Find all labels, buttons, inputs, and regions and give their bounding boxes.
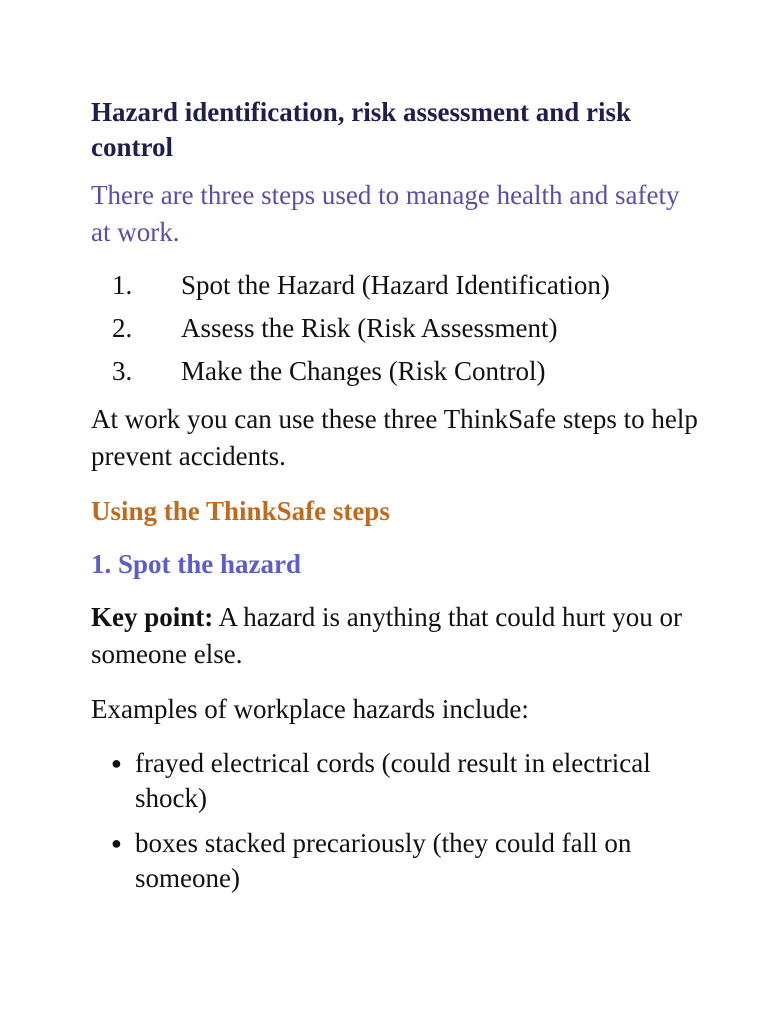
step-item <box>91 350 698 393</box>
step-item <box>91 264 698 307</box>
bullet-icon: ● <box>111 833 122 853</box>
example-text: boxes stacked precariously (they could fall on someone) <box>135 828 632 893</box>
step-text: Spot the Hazard (Hazard Identification) <box>181 270 610 300</box>
document-title: Hazard identification, risk assessment and risk control <box>91 97 632 162</box>
step-number: 3. <box>112 356 133 386</box>
steps-list <box>91 264 698 393</box>
step-item <box>91 307 698 350</box>
examples-intro: Examples of workplace hazards include: <box>91 694 529 724</box>
list-item <box>91 746 698 816</box>
intro-text: There are three steps used to manage health and safety at work. <box>91 180 680 247</box>
step-text: Make the Changes (Risk Control) <box>181 356 546 386</box>
key-point-label: Key point: <box>91 602 214 632</box>
step-number: 2. <box>112 313 133 343</box>
bullet-icon: ● <box>111 753 122 773</box>
step-text: Assess the Risk (Risk Assessment) <box>181 313 558 343</box>
key-point-text: A hazard is anything that could hurt you or someone else. <box>91 602 682 669</box>
examples-list <box>91 746 698 896</box>
section-heading: Using the ThinkSafe steps <box>91 496 390 526</box>
key-point <box>91 599 698 673</box>
after-steps-text: At work you can use these three ThinkSafe steps to help prevent accidents. <box>91 404 698 471</box>
subsection-heading: 1. Spot the hazard <box>91 549 302 579</box>
step-number: 1. <box>112 270 133 300</box>
example-text: frayed electrical cords (could result in electrical shock) <box>135 748 651 813</box>
list-item <box>91 826 698 896</box>
